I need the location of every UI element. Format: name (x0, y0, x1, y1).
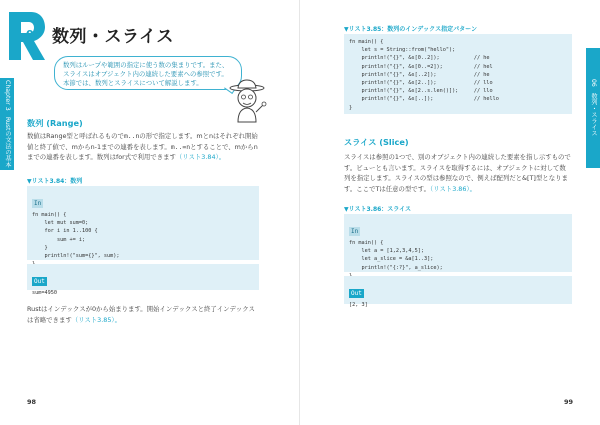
para1-part-c: mとnはそれぞれ開始値と終了値で、mからn-1までの連番を表します。 (27, 132, 258, 151)
code-3-86: fn main() { let a = [1,2,3,4,5]; let a_slice = &a[1..3]; println!("{:?}", a_slice); (349, 240, 443, 271)
section-title: 数列・スライス (52, 27, 174, 47)
para1-part-a: 数値はRange型と呼ばれるもので (27, 132, 124, 140)
chapter-side-tab: Chapter 3 Rustの文法の基本 (0, 78, 14, 170)
output-block-3-86 (344, 276, 572, 308)
para1-code1: m..n (123, 132, 140, 140)
code-3-84: fn main() { let mut sum=0; for i in 1..100 { sum += i; } println!("sum={}", sum); (32, 212, 120, 260)
caption-list-3-86: ▼リスト3.86：スライス (344, 206, 412, 213)
output-3-86: [2, 3] (349, 302, 368, 308)
output-block-3-84 (27, 264, 259, 296)
paragraph-range (27, 131, 259, 163)
section-side-tab: 06 数列・スライス (586, 48, 600, 168)
para1-part-d: とすることで、mからnまでの連番を表します。数列はfor式で利用できます (27, 142, 258, 162)
code-block-3-85 (344, 34, 572, 114)
code-block-3-84 (27, 186, 259, 260)
page-number-left: 98 (27, 398, 37, 406)
page-number-right: 99 (564, 398, 574, 406)
paragraph-slice (344, 152, 572, 194)
caption-list-3-85: ▼リスト3.85：数列のインデックス指定パターン (344, 26, 477, 33)
caption-list-3-84: ▼リスト3.84：数列 (27, 178, 83, 185)
heading-range: 数列 (Range) (27, 118, 83, 128)
in-label-right: In (351, 228, 359, 235)
heading-slice: スライス (Slice) (344, 137, 409, 147)
para3-text: スライスは参照の1つで、別のオブジェクト内の連続した要素を指し示すものです。ビューとも言います。スライスを取得するには、オブジェクトに対して数列を指定します。スライスの型は参照なので、例えば配列だと&[T]型となります。ここでTは任意の型です。 (344, 153, 571, 193)
intro-bubble: 数列はループや範囲の指定に使う数の集まりです。また、スライスはオブジェクト内の連続した要素への参照です。本節では、数列とスライスについて解説します。 (54, 56, 242, 90)
para1-part-b: の形で指定します。 (139, 132, 197, 140)
para2-ref: （リスト3.85）。 (71, 315, 121, 324)
para3-ref: （リスト3.86）。 (429, 184, 477, 193)
mascot-icon (226, 78, 268, 124)
right-page (300, 0, 600, 425)
code-block-3-86 (344, 214, 572, 272)
mascot-illustration (226, 78, 268, 124)
para1-ref: （リスト3.84）。 (175, 153, 226, 162)
code-3-85: fn main() { let s = String::from("hello"); println!("{}", &s[0..2]); // he println!("{}", &s[0..=2]); // hel println!("{}", &s[..2]); // he println!("{}", &s[2..]); // llo println!("{}", &s[2..s.len()]); // llo println!("{}", &s[..]); // hello } (349, 39, 499, 111)
out-label: Out (34, 278, 45, 285)
output-3-84: sum=4950 (32, 290, 57, 296)
para2-text: Rustはインデックスが0から始まります。開始インデックスと終了インデックスは省略できます (27, 305, 255, 324)
out-label-right: Out (351, 290, 362, 297)
para1-code2: m..=n (170, 142, 191, 151)
in-label: In (34, 200, 42, 207)
paragraph-index (27, 304, 259, 325)
section-number: 06 (26, 28, 42, 41)
